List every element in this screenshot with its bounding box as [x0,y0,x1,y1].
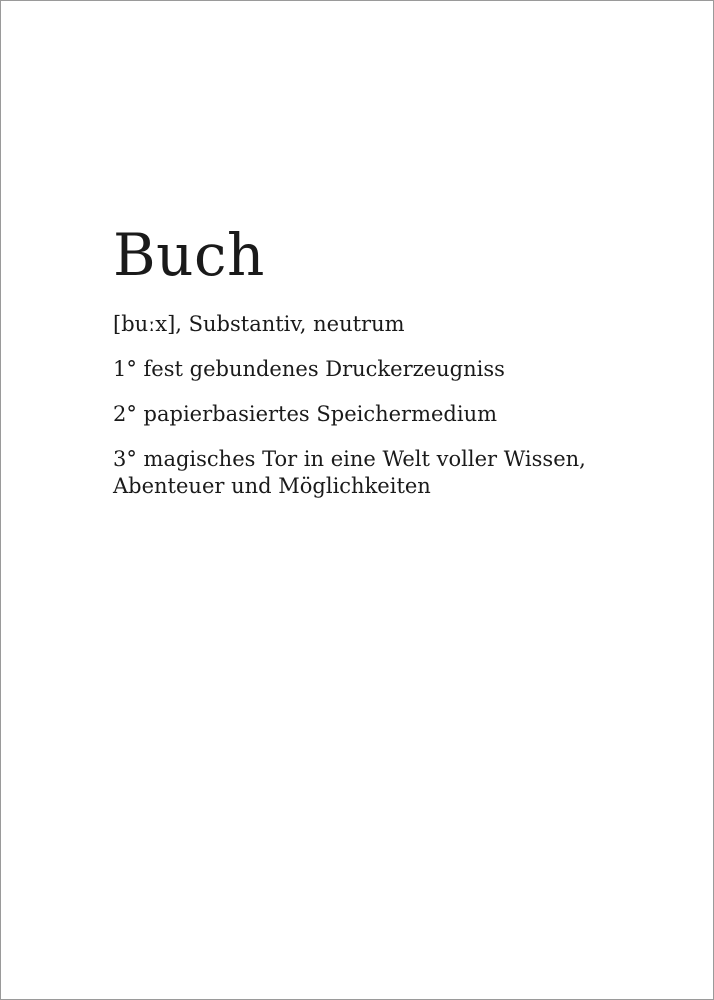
headword: Buch [113,221,265,289]
definition-3-line-2: Abenteuer und Möglichkeiten [113,474,431,498]
definition-2: 2° papierbasiertes Speichermedium [113,402,498,426]
grammar-info: [buːx], Substantiv, neutrum [113,312,405,336]
definition-3 [113,446,673,500]
dictionary-entry [113,215,673,500]
definition-1: 1° fest gebundenes Druckerzeugniss [113,357,505,381]
definition-3-line-1: 3° magisches Tor in eine Welt voller Wissen, [113,447,586,471]
